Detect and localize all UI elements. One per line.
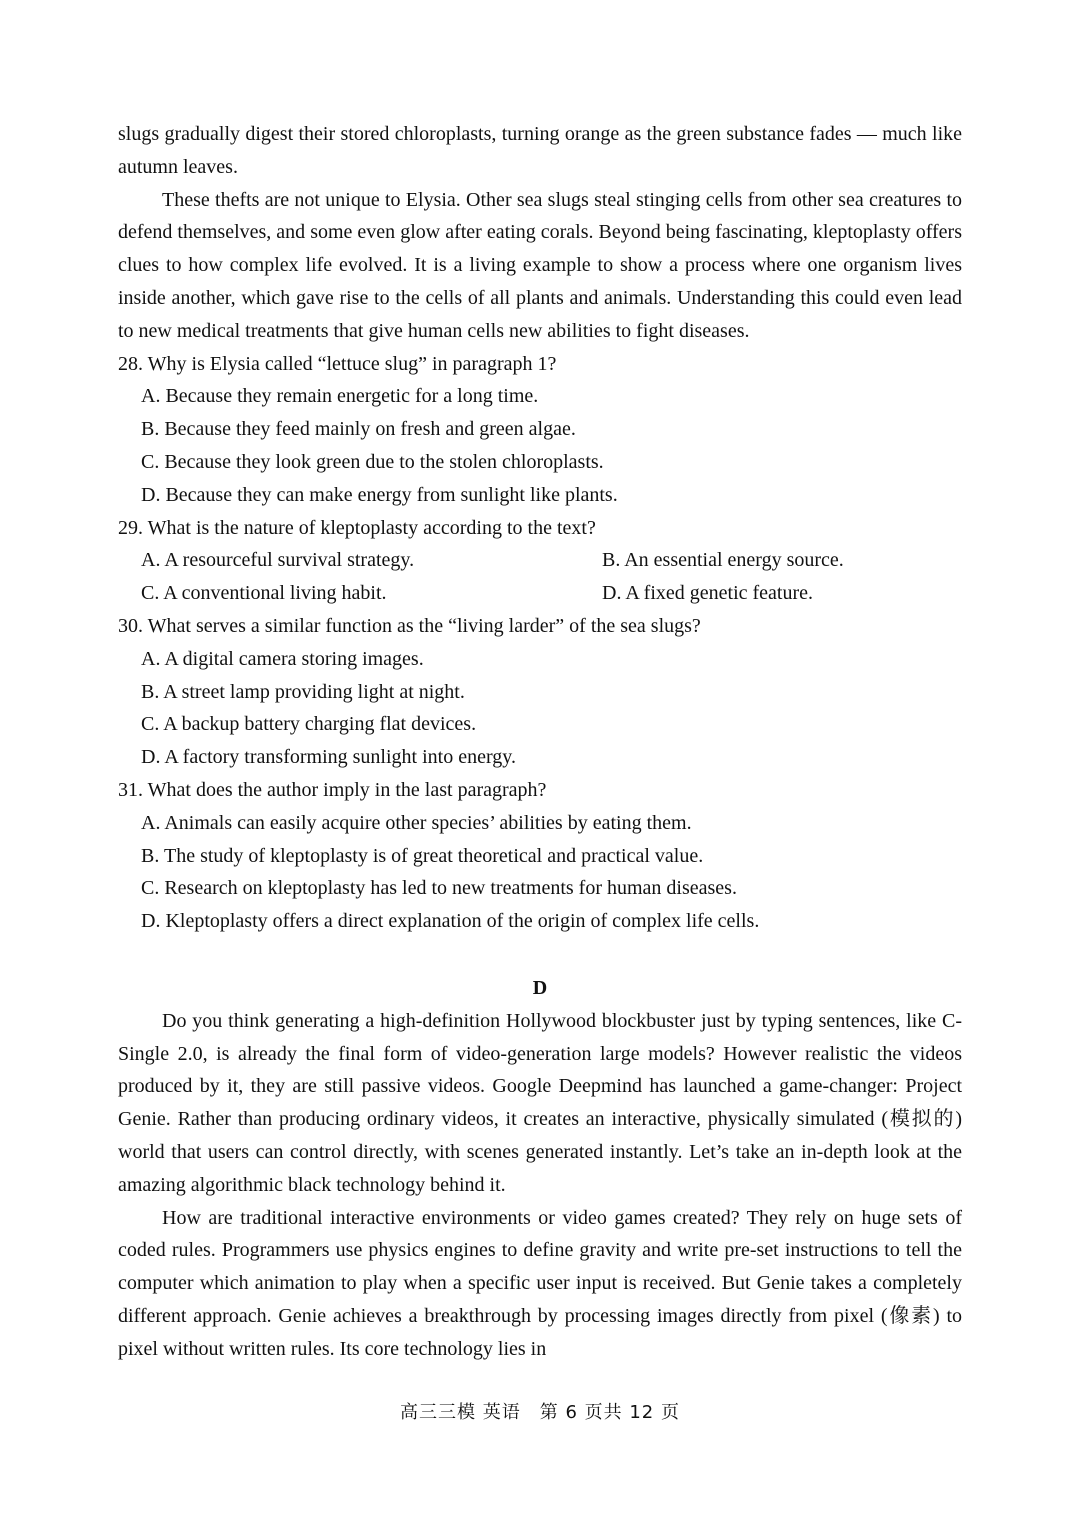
option-c: C. Research on kleptoplasty has led to new treatments for human diseases. [141,877,737,900]
option-c: C. Because they look green due to the stolen chloroplasts. [141,450,604,473]
page-footer: 高三三模 英语 第 6 页共 12 页 [400,1402,680,1423]
option-b: B. Because they feed mainly on fresh and green algae. [141,418,576,441]
option-d: D. A fixed genetic feature. [602,582,814,605]
option-a: A. A digital camera storing images. [141,647,424,670]
question-stem: 31. What does the author imply in the last paragraph? [118,778,547,801]
option-d: D. A factory transforming sunlight into energy. [141,746,516,769]
question-stem: 30. What serves a similar function as the “living larder” of the sea slugs? [118,614,701,637]
option-a: A. A resourceful survival strategy. [141,549,415,572]
question-28 [118,348,962,512]
option-c: C. A backup battery charging flat devices. [141,713,477,736]
exam-page [118,118,962,1365]
option-b: B. A street lamp providing light at night. [141,680,465,703]
option-d: D. Because they can make energy from sunlight like plants. [141,483,618,506]
passage-d-paragraph-1: Do you think generating a high-definition Hollywood blockbuster just by typing sentences, like C-Single 2.0, is already the final form of video-generation large models? However realistic the videos produced by it, they are still passive videos. Google Deepmind has launched a game-changer: Project Genie. Rather than producing ordinary videos, it creates an interactive, physically simulated (模拟的) world that users can control directly, with scenes generated instantly. Let’s take an in-depth look at the amazing algorithmic black technology behind it. [118,1009,962,1196]
question-31 [118,774,962,938]
passage-c-last-paragraph: These thefts are not unique to Elysia. Other sea slugs steal stinging cells from other sea creatures to defend themselves, and some even glow after eating corals. Beyond being fascinating, kleptoplasty offers clues to how complex life evolved. It is a living example to show a process where one organism lives inside another, which gave rise to the cells of all plants and animals. Understanding this could even lead to new medical treatments that give human cells new abilities to fight diseases. [118,188,962,342]
option-a: A. Animals can easily acquire other species’ abilities by eating them. [141,811,692,834]
question-stem: 28. Why is Elysia called “lettuce slug” in paragraph 1? [118,352,557,375]
question-29 [118,512,962,610]
option-b: B. An essential energy source. [602,549,844,572]
option-b: B. The study of kleptoplasty is of great theoretical and practical value. [141,844,704,867]
passage-d-paragraph-2: How are traditional interactive environments or video games created? They rely on huge sets of coded rules. Programmers use physics engines to define gravity and write pre-set instructions to tell the computer which animation to play when a specific user input is received. But Genie takes a completely different approach. Genie achieves a breakthrough by processing images directly from pixel (像素) to pixel without written rules. Its core technology lies in [118,1206,962,1360]
question-stem: 29. What is the nature of kleptoplasty according to the text? [118,516,596,539]
question-30 [118,610,962,774]
option-row-cd [118,577,962,610]
section-heading-d: D [532,976,548,999]
option-c: C. A conventional living habit. [141,582,387,605]
option-d: D. Kleptoplasty offers a direct explanation of the origin of complex life cells. [141,910,760,933]
passage-c-continuation: slugs gradually digest their stored chloroplasts, turning orange as the green substance fades — much like autumn leaves. [118,123,962,178]
option-row-ab [118,544,962,577]
option-a: A. Because they remain energetic for a long time. [141,385,539,408]
